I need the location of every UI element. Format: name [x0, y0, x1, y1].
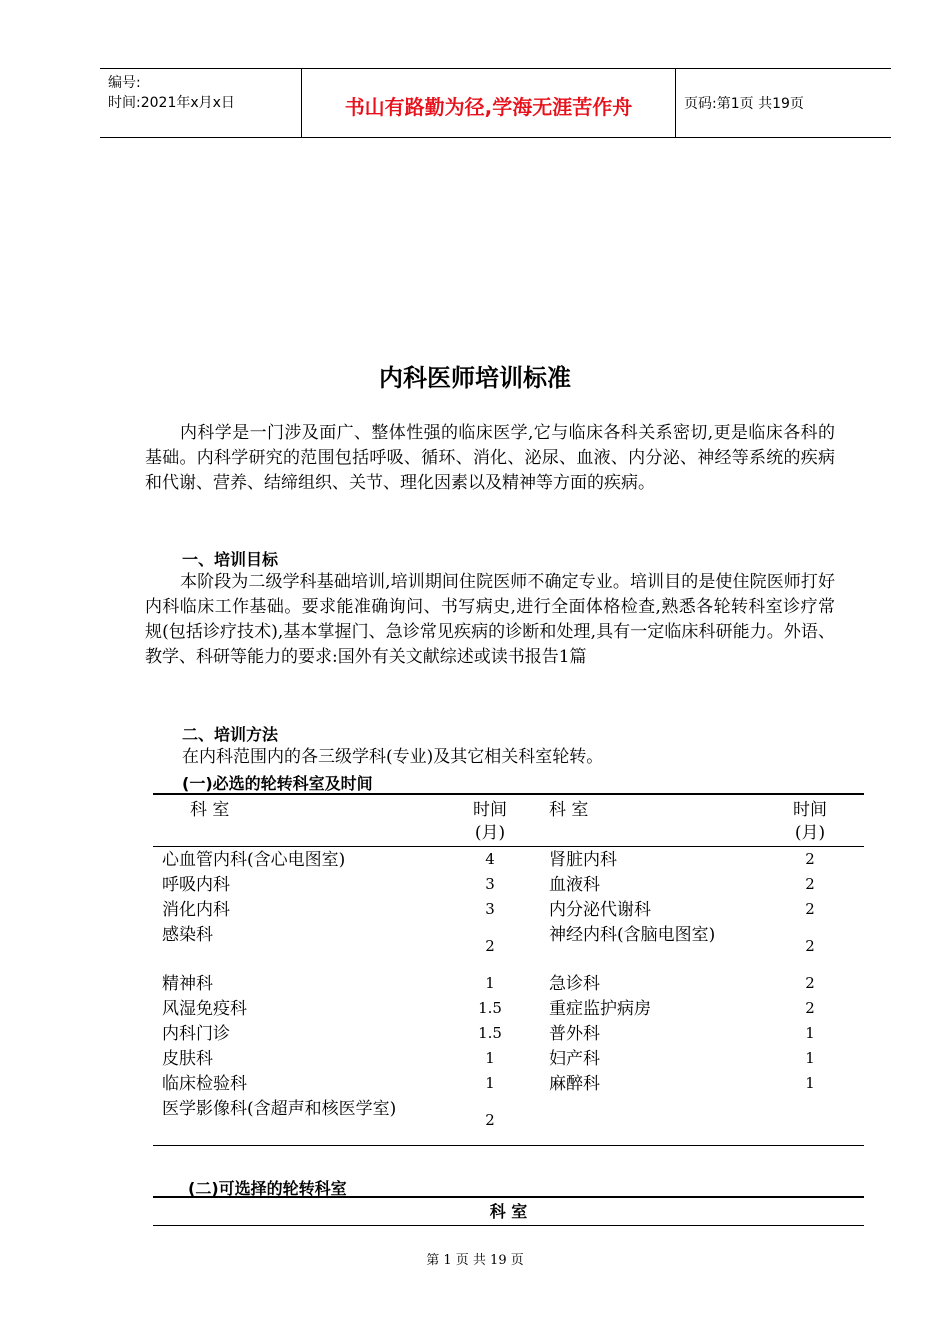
table-row-dept: 医学影像科(含超声和核医学室) [162, 1099, 397, 1119]
table-row-dept: 麻醉科 [549, 1074, 600, 1094]
table-row-time: 1 [805, 1074, 815, 1092]
table-row-time: 1.5 [478, 999, 502, 1017]
section1-body: 本阶段为二级学科基础培训,培训期间住院医师不确定专业。培训目的是使住院医师打好内科临床工作基础。要求能准确询问、书写病史,进行全面体格检查,熟悉各轮转科室诊疗常规(包括诊疗技术),基本掌握门、急诊常见疾病的诊断和处理,具有一定临床科研能力。外语、教学、科研等能力的要求:国外有关文献综述或读书报告1篇 [145, 572, 835, 667]
section2-body: 在内科范围内的各三级学科(专业)及其它相关科室轮转。 [182, 747, 604, 767]
section2-heading: 二、培训方法 [182, 725, 279, 744]
table-row-time: 2 [805, 900, 815, 918]
table-header-dept-left: 科 室 [190, 800, 230, 820]
table-row-time: 2 [485, 937, 495, 955]
table-row-time: 2 [805, 937, 815, 955]
table-header-rule [153, 846, 864, 847]
table-top-border [153, 793, 864, 795]
table-row-dept: 皮肤科 [162, 1049, 213, 1069]
table-row-dept: 肾脏内科 [549, 850, 617, 870]
table-row-dept: 消化内科 [162, 900, 230, 920]
table-row-time: 4 [485, 850, 495, 868]
time-label: 时间:2021年x月x日 [108, 95, 235, 111]
table2-top-border [153, 1196, 864, 1198]
page-footer: 第 1 页 共 19 页 [426, 1253, 524, 1268]
table-row-time: 1 [805, 1024, 815, 1042]
number-label: 编号: [108, 75, 141, 91]
table-row-dept: 精神科 [162, 974, 213, 994]
table-row-dept: 心血管内科(含心电图室) [162, 850, 346, 870]
table-row-time: 2 [805, 999, 815, 1017]
section1-heading: 一、培训目标 [182, 550, 279, 569]
table-row-dept: 重症监护病房 [549, 999, 651, 1019]
table-header-time-right: 时间 [793, 800, 827, 820]
table-row-time: 2 [805, 974, 815, 992]
table-row-dept: 呼吸内科 [162, 875, 230, 895]
table-row-time: 1.5 [478, 1024, 502, 1042]
table-row-dept: 内分泌代谢科 [549, 900, 651, 920]
intro-paragraph: 内科学是一门涉及面广、整体性强的临床医学,它与临床各科关系密切,更是临床各科的基础。内科学研究的范围包括呼吸、循环、消化、泌尿、血液、内分泌、神经等系统的疾病和代谢、营养、结缔组织、关节、理化因素以及精神等方面的疾病。 [145, 423, 835, 493]
table-bottom-border [153, 1145, 864, 1146]
table-row-time: 1 [485, 974, 495, 992]
table-row-time: 1 [485, 1049, 495, 1067]
table2-header-dept: 科 室 [489, 1202, 528, 1221]
table-row-dept: 神经内科(含脑电图室) [549, 925, 716, 945]
table-row-dept: 风湿免疫科 [162, 999, 247, 1019]
table1-caption: (一)必选的轮转科室及时间 [182, 774, 373, 793]
table-header-time-left: 时间 [473, 800, 507, 820]
table-row-dept: 妇产科 [549, 1049, 600, 1069]
table-row-dept: 感染科 [162, 925, 213, 945]
table-header-dept-right: 科 室 [549, 800, 589, 820]
page-title: 内科医师培训标准 [379, 364, 571, 392]
table-row-time: 1 [485, 1074, 495, 1092]
table-row-dept: 普外科 [549, 1024, 600, 1044]
header-page-info: 页码:第1页 共19页 [684, 96, 804, 112]
header-meta [108, 73, 298, 113]
table-row-dept: 急诊科 [549, 974, 600, 994]
table-row-time: 2 [805, 850, 815, 868]
table-row-time: 3 [485, 900, 495, 918]
header-motto: 书山有路勤为径,学海无涯苦作舟 [344, 95, 633, 119]
table-row-time: 2 [805, 875, 815, 893]
header-divider [675, 69, 676, 137]
table-row-dept: 血液科 [549, 875, 600, 895]
table-row-time: 3 [485, 875, 495, 893]
table-row-time: 2 [485, 1111, 495, 1129]
table2-header-rule [153, 1225, 864, 1226]
table-row-dept: 内科门诊 [162, 1024, 230, 1044]
table-row-dept: 临床检验科 [162, 1074, 247, 1094]
table-header-unit-left: (月) [474, 823, 506, 843]
table2-caption: (二)可选择的轮转科室 [188, 1179, 347, 1198]
table-row-time: 1 [805, 1049, 815, 1067]
table-header-unit-right: (月) [794, 823, 826, 843]
page-header [100, 68, 891, 138]
